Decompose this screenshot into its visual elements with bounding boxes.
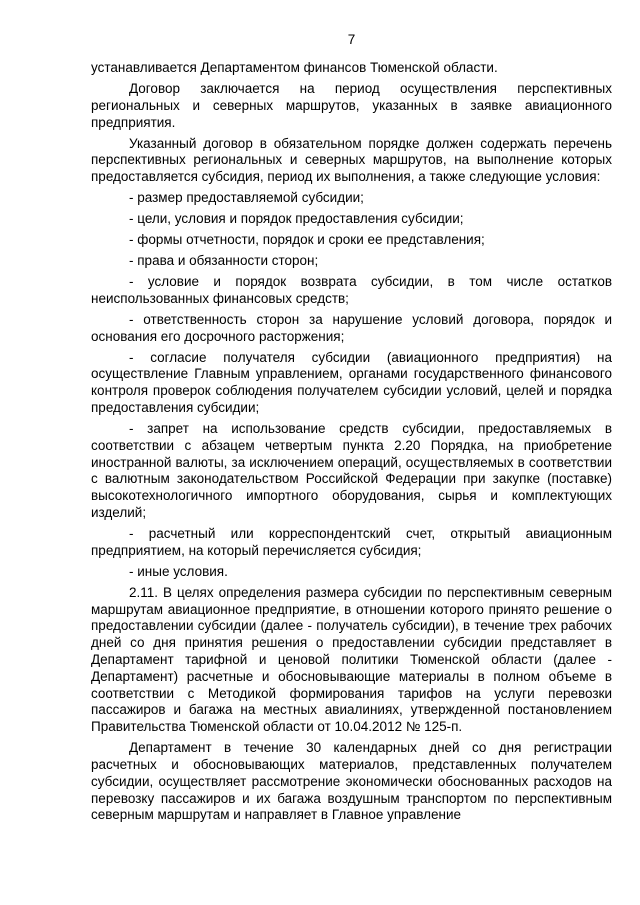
list-item-refund: - условие и порядок возврата субсидии, в том числе остатков неиспользованных финансовых средств; <box>91 274 612 306</box>
list-item-rights-duties: - права и обязанности сторон; <box>129 253 319 269</box>
paragraph-contract-period: Договор заключается на период осуществления перспективных региональных и северных маршрутов, указанных в заявке авиационного предприятия. <box>91 80 612 130</box>
document-body <box>91 60 612 828</box>
list-item-consent: - согласие получателя субсидии (авиационного предприятия) на осуществление Главным управлением, органами государственного финансового контроля проверок соблюдения получателем субсидии условий, целей и порядка предоставления субсидии; <box>91 349 612 416</box>
list-item-goals-conditions: - цели, условия и порядок предоставления субсидии; <box>129 211 464 227</box>
paragraph-department: Департамент в течение 30 календарных дней со дня регистрации расчетных и обосновывающих материалов, представленных получателем субсидии, осуществляет рассмотрение экономически обоснованных расходов на перевозку пассажиров и их багажа воздушным транспортом по перспективным северным маршрутам и направляет в Главное управление <box>91 740 612 823</box>
page-number: 7 <box>347 32 356 47</box>
list-item-bank-account: - расчетный или корреспондентский счет, открытый авиационным предприятием, на который перечисляется субсидия; <box>91 525 612 558</box>
list-item-other: - иные условия. <box>129 563 228 579</box>
paragraph-contract-contents: Указанный договор в обязательном порядке должен содержать перечень перспективных региональных и северных маршрутов, на выполнение которых предоставляется субсидия, период их выполнения, а также следующие условия: <box>91 135 612 185</box>
paragraph-2-11: 2.11. В целях определения размера субсидии по перспективным северным маршрутам авиационное предприятие, в отношении которого принято решение о предоставлении субсидии (далее - получатель субсидии), в течение трех рабочих дней со дня принятия решения о предоставлении субсидии представляет в Департамент тарифной и ценовой политики Тюменской области (далее - Департамент) расчетные и обосновывающие материалы в полном объеме в соответствии с Методикой формирования тарифов на услуги перевозки пассажиров и багажа на местных авиалиниях, утвержденной постановлением Правительства Тюменской области от 10.04.2012 № 125-п. <box>91 584 612 735</box>
list-item-subsidy-amount: - размер предоставляемой субсидии; <box>129 190 364 206</box>
list-item-reporting: - формы отчетности, порядок и сроки ее представления; <box>129 232 485 248</box>
paragraph-continuation: устанавливается Департаментом финансов Тюменской области. <box>91 60 498 75</box>
list-item-liability: - ответственность сторон за нарушение условий договора, порядок и основания его досрочного расторжения; <box>91 311 612 344</box>
list-item-currency-ban: - запрет на использование средств субсидии, предоставляемых в соответствии с абзацем четвертым пункта 2.20 Порядка, на приобретение иностранной валюты, за исключением операций, осуществляемых в соответствии с валютным законодательством Российской Федерации при закупке (поставке) высокотехнологичного импортного оборудования, сырья и комплектующих изделий; <box>91 421 612 520</box>
